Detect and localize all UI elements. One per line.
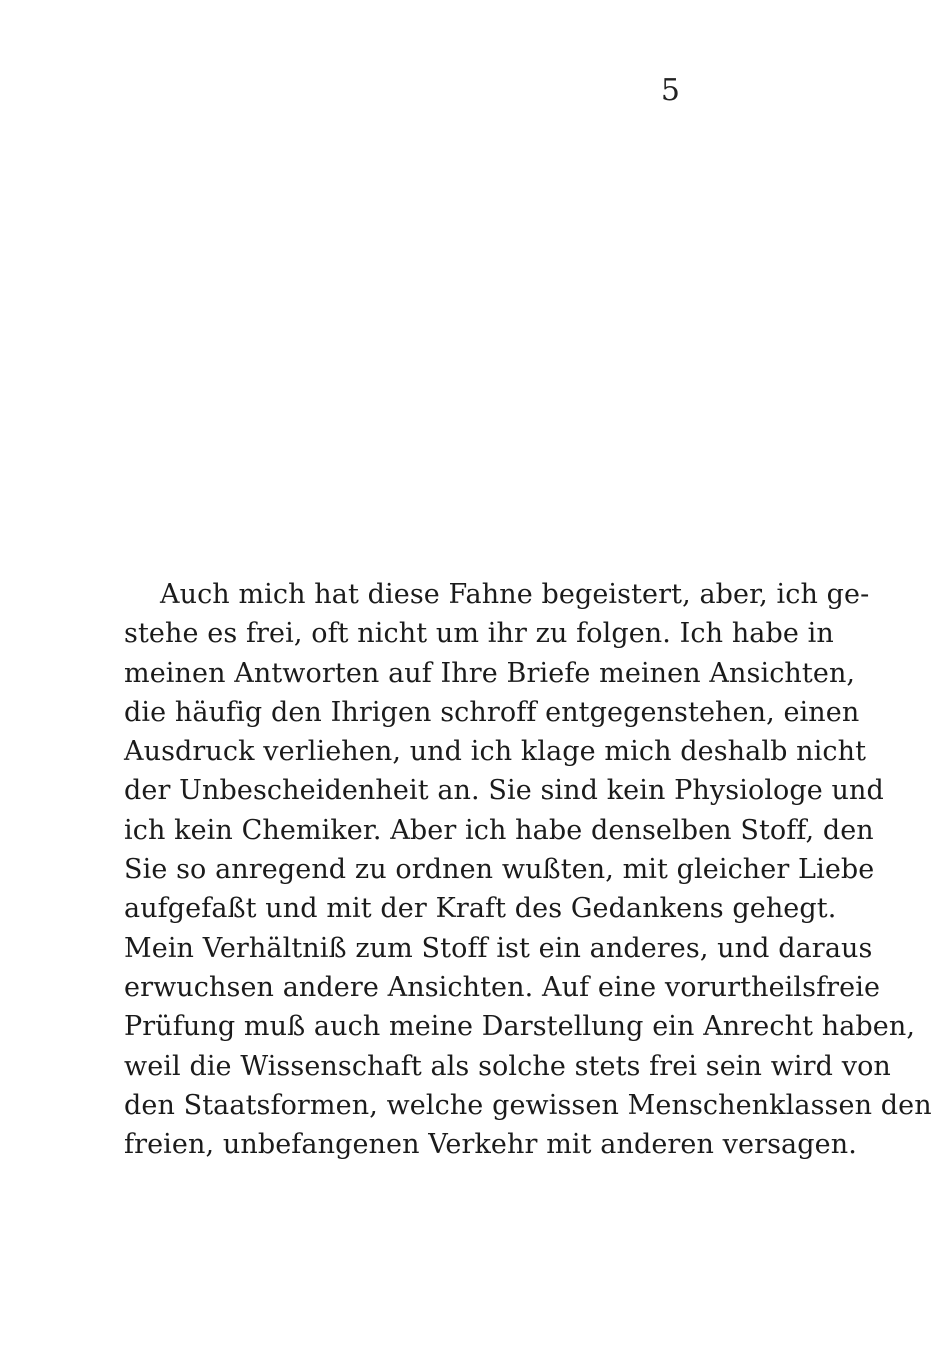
text-line: erwuchsen andere Ansichten. Auf eine vorurtheilsfreie [124, 971, 881, 1003]
text-line: ich kein Chemiker. Aber ich habe denselben Stoff, den [124, 814, 874, 846]
page-number: 5 [660, 73, 680, 108]
text-line: der Unbescheidenheit an. Sie sind kein Physiologe und [124, 775, 884, 807]
text-line: Prüfung muß auch meine Darstellung ein Anrecht haben, [124, 1011, 916, 1043]
text-line: die häufig den Ihrigen schroff entgegenstehen, einen [124, 696, 860, 728]
text-line: meinen Antworten auf Ihre Briefe meinen Ansichten, [124, 657, 856, 689]
text-line: Sie so anregend zu ordnen wußten, mit gleicher Liebe [124, 854, 875, 886]
text-line: Auch mich hat diese Fahne begeistert, aber, ich ge- [160, 579, 870, 610]
text-line: Mein Verhältniß zum Stoff ist ein anderes, und daraus [124, 932, 873, 964]
text-line: freien, unbefangenen Verkehr mit anderen versagen. [124, 1129, 857, 1161]
text-line: weil die Wissenschaft als solche stets frei sein wird von [124, 1050, 891, 1082]
text-line: aufgefaßt und mit der Kraft des Gedankens gehegt. [124, 893, 837, 925]
body-paragraph [124, 575, 932, 1164]
text-line: Ausdruck verliehen, und ich klage mich deshalb nicht [124, 736, 867, 768]
text-line: stehe es frei, oft nicht um ihr zu folgen. Ich habe in [124, 618, 834, 650]
text-line: den Staatsformen, welche gewissen Menschenklassen den [124, 1089, 932, 1121]
